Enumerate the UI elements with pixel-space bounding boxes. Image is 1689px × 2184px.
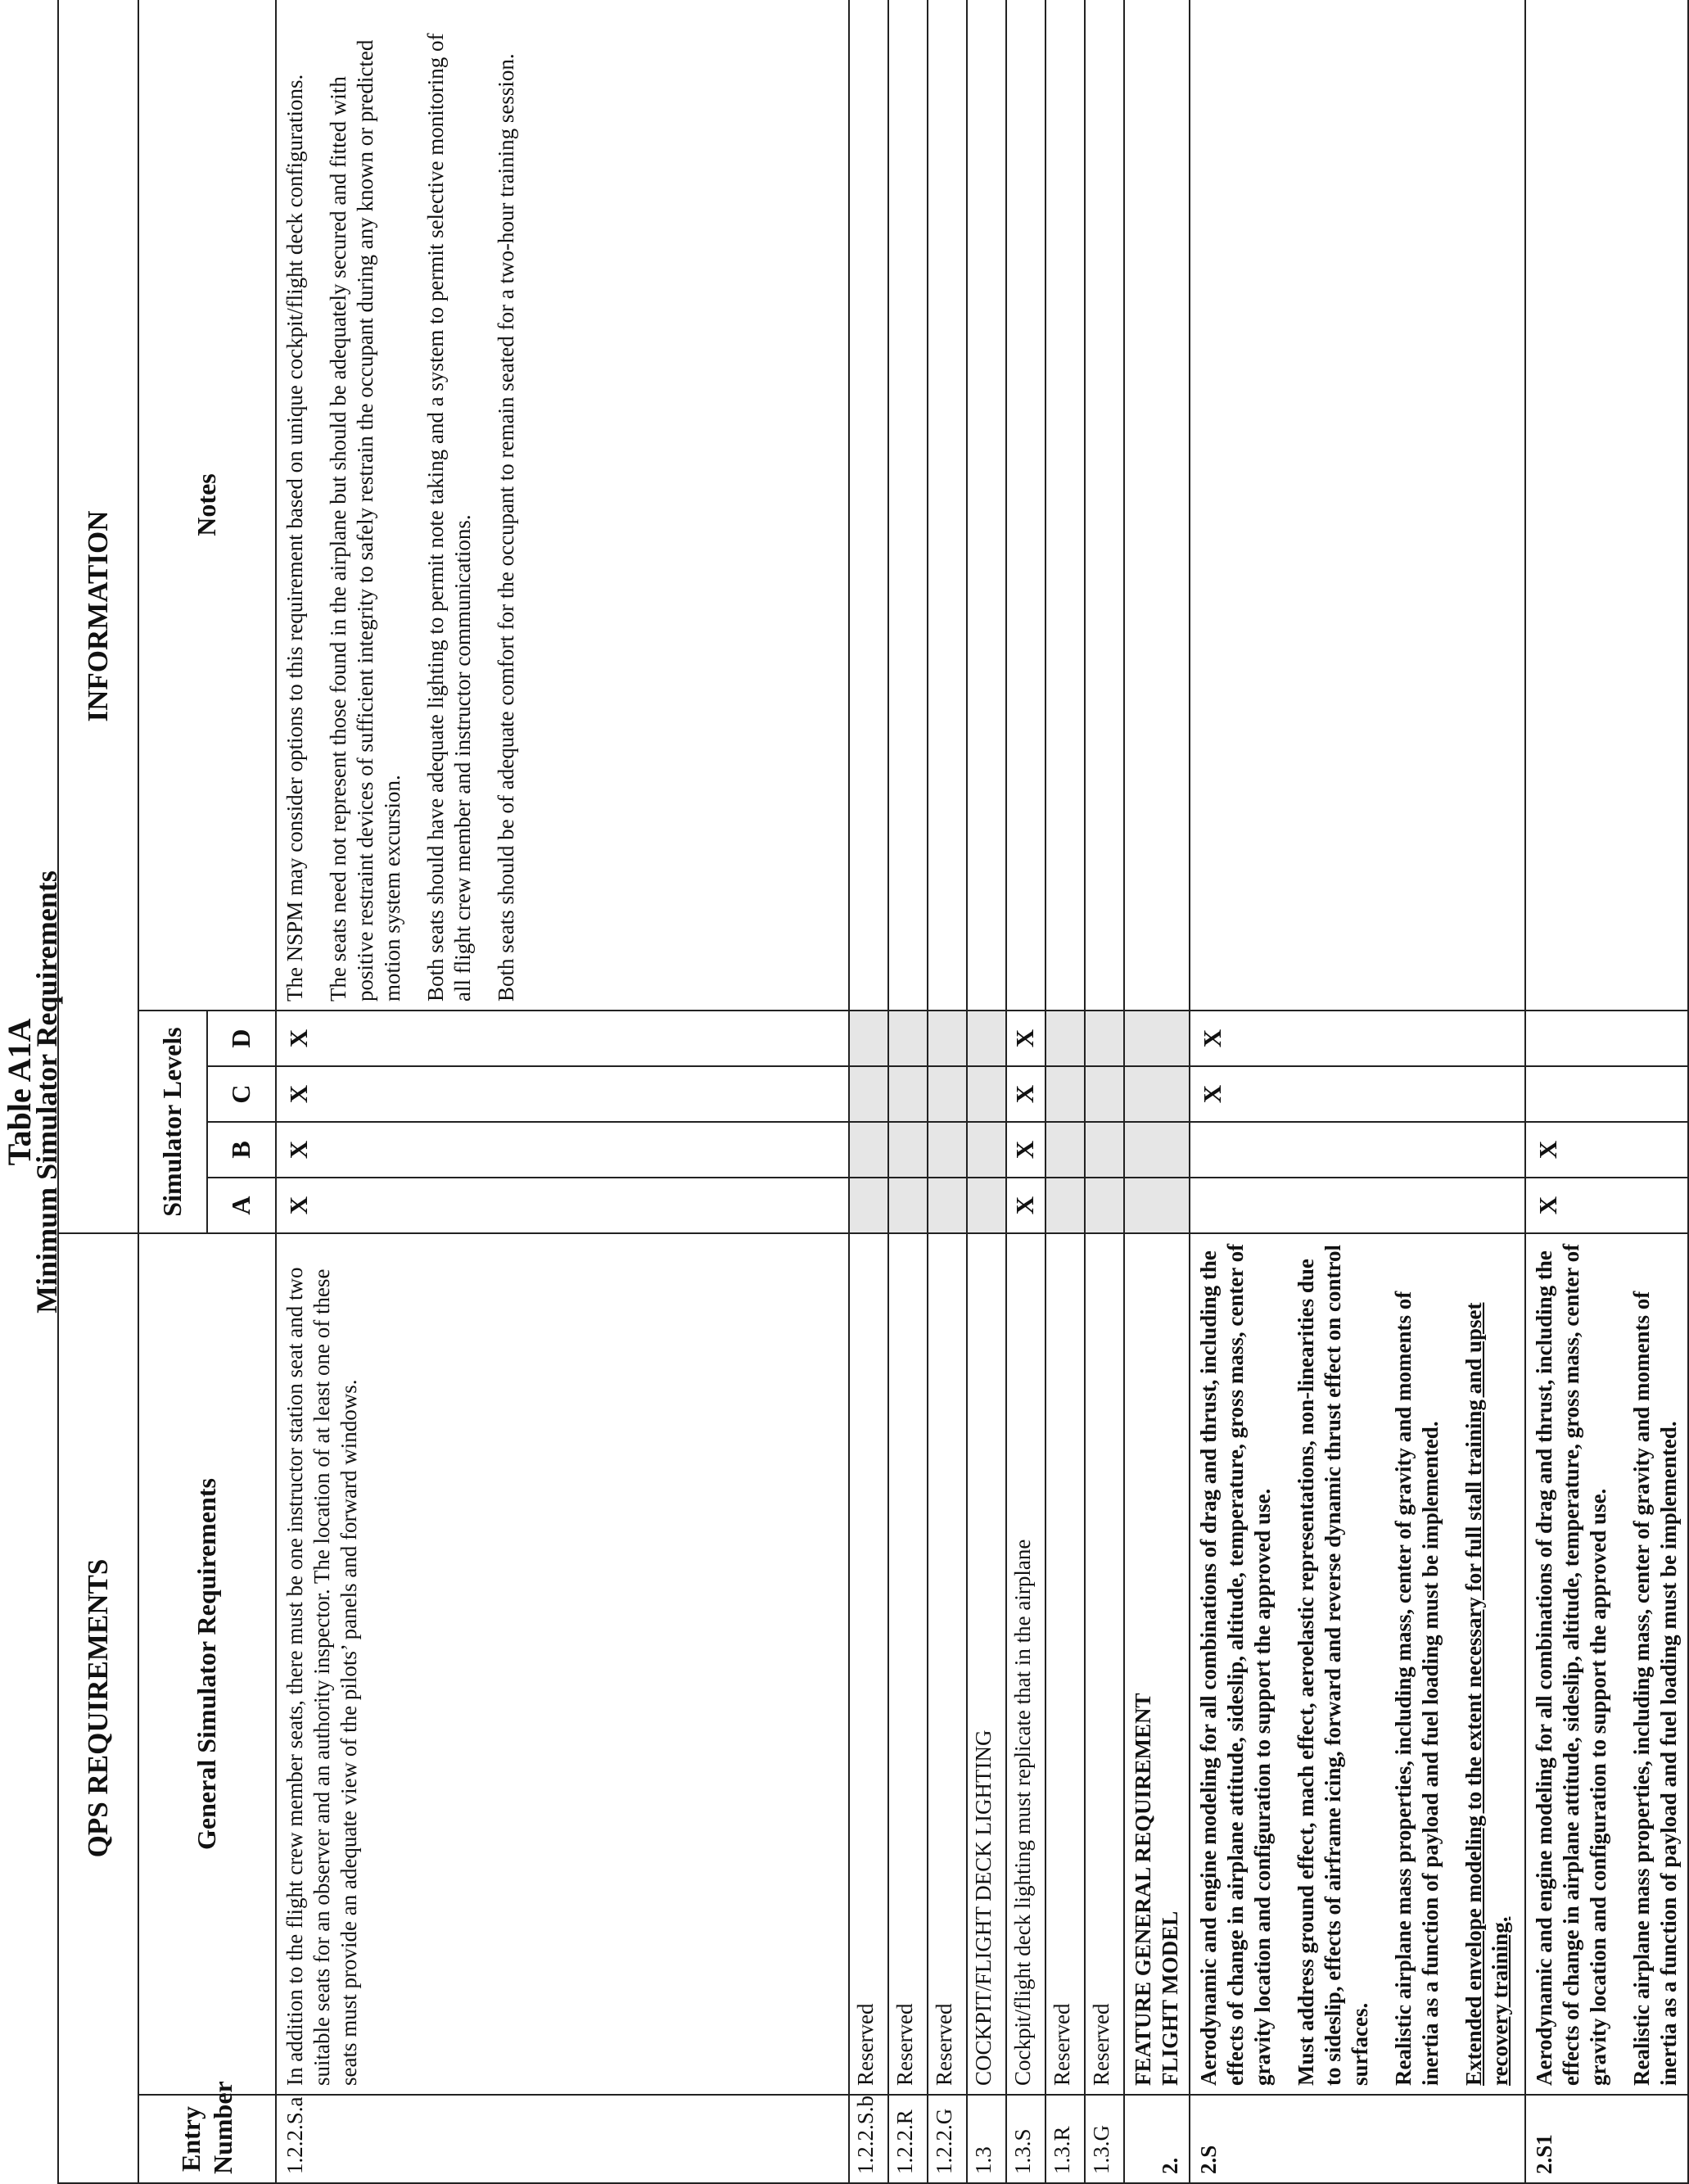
entry-number: 1.3.S [1006, 2095, 1045, 2183]
requirement-paragraph: Must address ground effect, mach effect, aeroelastic representations, non-linearities due to sideslip, effects of airframe icing, forward and reverse dynamic thrust effect on control surfaces. [1293, 1244, 1372, 2086]
level-c-mark [849, 1066, 888, 1122]
level-a-header: A [207, 1178, 276, 1233]
qps-requirements-header: QPS REQUIREMENTS [58, 1233, 138, 2183]
entry-number: 2.S [1190, 2095, 1525, 2183]
level-a-mark [849, 1178, 888, 1233]
feature-subheading: FLIGHT MODEL [1157, 1910, 1182, 2086]
note-paragraph: The NSPM may consider options to this requirement based on unique cockpit/flight deck configurations. [282, 74, 307, 1002]
level-c-mark [1525, 1066, 1688, 1122]
level-c-mark [1085, 1066, 1124, 1122]
level-c-mark: X [1190, 1066, 1525, 1122]
feature-heading: FEATURE GENERAL REQUIREMENT [1131, 1693, 1155, 2086]
requirements-table [57, 0, 1689, 2184]
entry-number: 1.3.R [1045, 2095, 1085, 2183]
level-b-mark [888, 1122, 928, 1178]
level-d-mark [849, 1011, 888, 1066]
level-c-mark: X [1006, 1066, 1045, 1122]
requirement-text [1190, 1233, 1525, 2095]
information-header: INFORMATION [58, 0, 138, 1233]
level-d-mark [888, 1011, 928, 1066]
table-row [1085, 0, 1124, 2183]
level-b-mark [849, 1122, 888, 1178]
entry-number: 1.2.2.R [888, 2095, 928, 2183]
table-row [928, 0, 967, 2183]
entry-number: 1.2.2.S.b [849, 2095, 888, 2183]
table-title: Table A1A [1, 1018, 38, 1166]
requirement-paragraph: Realistic airplane mass properties, including mass, center of gravity and moments of inertia as a function of payload and fuel loading must be implemented. [1628, 1291, 1681, 2086]
requirement-paragraph: Extended envelope modeling to the extent necessary for full stall training and upset recovery training. [1461, 1302, 1513, 2086]
level-a-mark [928, 1178, 967, 1233]
level-b-mark [1190, 1122, 1525, 1178]
requirement-text: Reserved [1085, 1233, 1124, 2095]
level-b-mark [967, 1122, 1006, 1178]
requirement-text: Reserved [928, 1233, 967, 2095]
level-c-mark [888, 1066, 928, 1122]
entry-number: 2. [1124, 2095, 1190, 2183]
table-row [967, 0, 1006, 2183]
level-a-mark [1045, 1178, 1085, 1233]
table-row [1190, 0, 1525, 2183]
notes-cell [1045, 0, 1085, 1011]
level-a-mark: X [1006, 1178, 1045, 1233]
level-d-mark: X [1190, 1011, 1525, 1066]
requirement-text: Reserved [888, 1233, 928, 2095]
table-row [276, 0, 849, 2183]
level-d-mark [1085, 1011, 1124, 1066]
level-d-mark [928, 1011, 967, 1066]
level-c-mark [928, 1066, 967, 1122]
level-b-mark: X [1006, 1122, 1045, 1178]
requirement-text [1124, 1233, 1190, 2095]
level-d-mark: X [1006, 1011, 1045, 1066]
notes-cell [888, 0, 928, 1011]
level-a-mark: X [276, 1178, 849, 1233]
level-b-mark: X [1525, 1122, 1688, 1178]
note-paragraph: Both seats should have adequate lighting to permit note taking and a system to permit selective monitoring of all flight crew member and instructor communications. [422, 33, 475, 1002]
table-row [1525, 0, 1688, 2183]
notes-cell [928, 0, 967, 1011]
level-d-mark: X [276, 1011, 849, 1066]
entry-number: 1.3.G [1085, 2095, 1124, 2183]
level-a-mark [1190, 1178, 1525, 1233]
simulator-levels-header: Simulator Levels [138, 1011, 207, 1233]
requirement-text [1525, 1233, 1688, 2095]
notes-cell [1190, 0, 1525, 1011]
requirement-text: Cockpit/flight deck lighting must replicate that in the airplane [1006, 1233, 1045, 2095]
table-row [849, 0, 888, 2183]
table-row [1045, 0, 1085, 2183]
level-d-mark [1525, 1011, 1688, 1066]
entry-number: 1.3 [967, 2095, 1006, 2183]
level-b-mark [1045, 1122, 1085, 1178]
entry-number-header: Entry Number [138, 2095, 276, 2183]
level-c-header: C [207, 1066, 276, 1122]
requirement-text: COCKPIT/FLIGHT DECK LIGHTING [967, 1233, 1006, 2095]
requirement-text: Reserved [849, 1233, 888, 2095]
requirement-paragraph: Aerodynamic and engine modeling for all combinations of drag and thrust, including the effects of change in airplane attitude, sideslip, altitude, temperature, gross mass, center of gravity location and configuration to support the approved use. [1532, 1243, 1610, 2086]
level-d-header: D [207, 1011, 276, 1066]
level-d-mark [1045, 1011, 1085, 1066]
entry-number: 1.2.2.S.a [276, 2095, 849, 2183]
notes-cell [1085, 0, 1124, 1011]
notes-cell [1124, 0, 1190, 1011]
table-row [888, 0, 928, 2183]
level-c-mark [1124, 1066, 1190, 1122]
level-b-header: B [207, 1122, 276, 1178]
level-a-mark [888, 1178, 928, 1233]
level-a-mark [967, 1178, 1006, 1233]
notes-header: Notes [138, 0, 276, 1011]
level-c-mark [1045, 1066, 1085, 1122]
level-b-mark: X [276, 1122, 849, 1178]
level-a-mark: X [1525, 1178, 1688, 1233]
note-paragraph: The seats need not represent those found in the airplane but should be adequately secured and fitted with positive restraint devices of sufficient integrity to safely restrain the occupant during any known or predicted motion system excursion. [325, 39, 404, 1002]
table-row [1006, 0, 1045, 2183]
requirement-text: In addition to the flight crew member seats, there must be one instructor station seat and two suitable seats for an observer and an authority inspector. The location of at least one of these seats must provide an adequate view of the pilots’ panels and forward windows. [276, 1233, 849, 2095]
level-d-mark [967, 1011, 1006, 1066]
general-requirements-header: General Simulator Requirements [138, 1233, 276, 2095]
table-row [1124, 0, 1190, 2183]
level-d-mark [1124, 1011, 1190, 1066]
level-c-mark [967, 1066, 1006, 1122]
entry-number: 2.S1 [1525, 2095, 1688, 2183]
note-paragraph: Both seats should be of adequate comfort for the occupant to remain seated for a two-hour training session. [493, 53, 518, 1002]
level-a-mark [1085, 1178, 1124, 1233]
level-a-mark [1124, 1178, 1190, 1233]
requirement-paragraph: Aerodynamic and engine modeling for all combinations of drag and thrust, including the effects of change in airplane attitude, sideslip, altitude, temperature, gross mass, center of gravity location and configuration to support the approved use. [1196, 1243, 1275, 2086]
table-subtitle: Minimum Simulator Requirements [30, 870, 63, 1314]
level-b-mark [1085, 1122, 1124, 1178]
notes-cell [1525, 0, 1688, 1011]
level-b-mark [928, 1122, 967, 1178]
level-b-mark [1124, 1122, 1190, 1178]
requirement-text: Reserved [1045, 1233, 1085, 2095]
notes-cell [1006, 0, 1045, 1011]
notes-cell [276, 0, 849, 1011]
entry-number: 1.2.2.G [928, 2095, 967, 2183]
notes-cell [967, 0, 1006, 1011]
notes-cell [849, 0, 888, 1011]
requirement-paragraph: Realistic airplane mass properties, including mass, center of gravity and moments of inertia as a function of payload and fuel loading must be implemented. [1390, 1291, 1443, 2086]
level-c-mark: X [276, 1066, 849, 1122]
